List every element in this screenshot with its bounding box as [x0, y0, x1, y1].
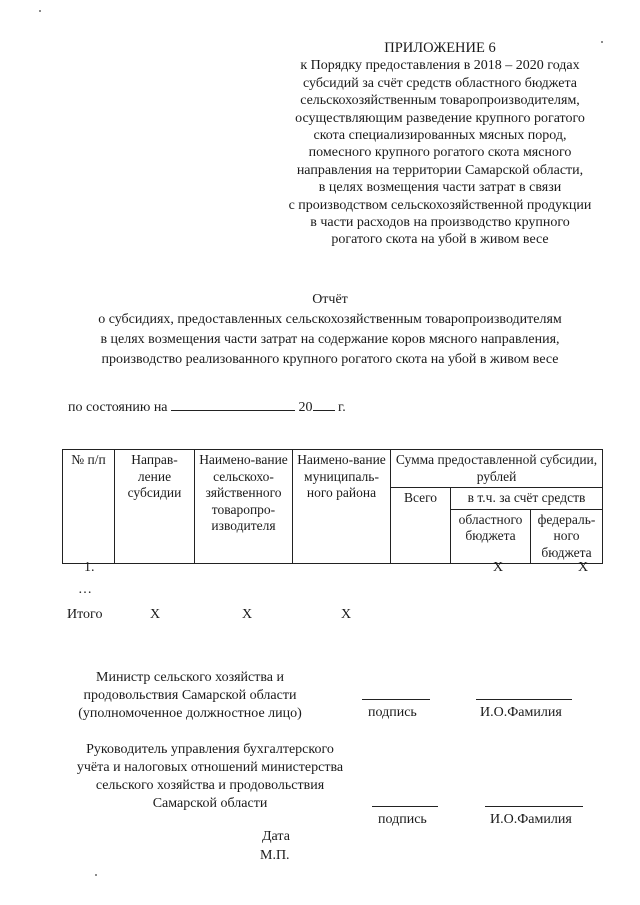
signatory-line: Руководитель управления бухгалтерского [86, 742, 334, 757]
report-heading [40, 290, 620, 370]
signatory-line: сельского хозяйства и продовольствия [95, 778, 325, 793]
rows-ellipsis: … [78, 582, 92, 597]
appendix-line: субсидий за счёт средств областного бюджета [302, 75, 578, 91]
as-of-line [68, 398, 346, 416]
name-label: И.О.Фамилия [480, 705, 562, 720]
appendix-line: направления на территории Самарской области, [296, 162, 584, 178]
as-of-suffix: г. [338, 400, 346, 415]
appendix-line: рогатого скота на убой в живом весе [331, 232, 549, 248]
col-header-incl-group: в т.ч. за счёт средств [451, 488, 603, 510]
appendix-line: сельскохозяйственным товаропроизводителям, [300, 93, 580, 109]
col-header-regional: областного бюджета [451, 509, 531, 564]
signature-line[interactable] [362, 699, 430, 700]
signatory-line: продовольствия Самарской области [83, 688, 297, 703]
appendix-line: скота специализированных мясных пород, [313, 128, 567, 144]
col-header-direction: Направ-ление субсидии [115, 450, 195, 564]
signatory-accounting-head [60, 741, 360, 813]
totals-producer: X [242, 607, 253, 622]
col-header-num: № п/п [63, 450, 115, 564]
row1-federal: X [578, 560, 589, 575]
report-subtitle-line: в целях возмещения части затрат на содержание коров мясного направления, [100, 332, 560, 347]
signature-label: подпись [368, 705, 417, 720]
signature-line[interactable] [372, 806, 438, 807]
report-subtitle-line: производство реализованного крупного рогатого скота на убой в живом весе [101, 352, 559, 367]
name-label: И.О.Фамилия [490, 812, 572, 827]
row1-num: 1. [84, 560, 95, 575]
report-title: Отчёт [312, 292, 348, 307]
appendix-line: к Порядку предоставления в 2018 – 2020 годах [300, 58, 580, 74]
scan-speck [95, 874, 97, 876]
stamp-label: М.П. [260, 848, 290, 863]
signatory-line: учёта и налоговых отношений министерства [76, 760, 344, 775]
as-of-prefix: по состоянию на [68, 400, 168, 415]
year-prefix: 20 [298, 400, 313, 415]
totals-label: Итого [67, 607, 103, 622]
col-header-federal: федераль-ного бюджета [531, 509, 603, 564]
scan-speck [601, 41, 603, 43]
appendix-line: в целях возмещения части затрат в связи [318, 180, 562, 196]
name-line[interactable] [485, 806, 583, 807]
appendix-line: с производством сельскохозяйственной продукции [288, 197, 592, 213]
date-blank[interactable] [171, 398, 295, 411]
appendix-line: в части расходов на производство крупного [310, 215, 570, 231]
appendix-line: осуществляющим разведение крупного рогатого [295, 110, 585, 126]
totals-direction: X [150, 607, 161, 622]
col-header-district: Наимено-вание муниципаль-ного района [293, 450, 391, 564]
row1-regional: X [493, 560, 504, 575]
signatory-minister [60, 669, 320, 723]
report-table [62, 449, 603, 564]
col-header-total: Всего [391, 488, 451, 564]
appendix-title: ПРИЛОЖЕНИЕ 6 [384, 40, 496, 56]
totals-district: X [341, 607, 352, 622]
appendix-header [260, 40, 620, 249]
date-label: Дата [262, 829, 290, 844]
signatory-line: Министр сельского хозяйства и [96, 670, 284, 685]
signature-label: подпись [378, 812, 427, 827]
name-line[interactable] [476, 699, 572, 700]
signatory-line: (уполномоченное должностное лицо) [78, 706, 302, 721]
report-subtitle-line: о субсидиях, предоставленных сельскохозяйственным товаропроизводителям [98, 312, 562, 327]
year-blank[interactable] [313, 398, 335, 411]
col-header-producer: Наимено-вание сельскохо-зяйственного товаропро-изводителя [195, 450, 293, 564]
col-header-sum-group: Сумма предоставленной субсидии, рублей [391, 450, 603, 488]
scan-speck [39, 10, 41, 12]
appendix-line: помесного крупного рогатого скота мясного [308, 145, 572, 161]
signatory-line: Самарской области [152, 796, 268, 811]
